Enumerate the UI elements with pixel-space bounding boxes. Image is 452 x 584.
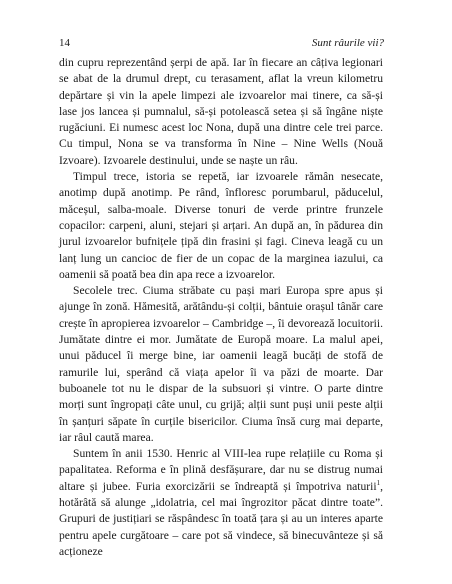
page-header [59,37,384,51]
paragraph: din cupru reprezentând șerpi de apă. Iar în fiecare an câțiva legionari se abat de la drumul drept, cu terasament, aflat la vreun kilometru depărtare și vin la apele limpezi ale izvoarelor mai tinere, ca să-și lase jos lancea și pumnalul, să-și potolească setea și să îngâne niște rugăciuni. Ei numesc acest loc Nona, după una dintre cele trei parce. Cu timpul, Nona se va transforma în Nine – Nine Wells (Nouă Izvoare). Izvoarele destinului, unde se naște un râu. [59,56,383,167]
paragraph [59,446,383,560]
running-title: Sunt râurile vii? [311,37,384,49]
body-text [59,55,383,560]
paragraph-text: Suntem în anii 1530. Henric al VIII-lea rupe relațiile cu Roma și papalitatea. Reforma e în plină desfășurare, dar nu se distrug numai altare și jubee. Furia exorcizării se îndreaptă și împotriva naturii [59,447,383,493]
page-number: 14 [59,37,70,49]
paragraph: Timpul trece, istoria se repetă, iar izvoarele rămân nesecate, anotimp după anotimp. Pe rând, înfloresc porumbarul, păducelul, măceșul, salba-moale. Diverse tonuri de verde printre frunzele copacilor: carpeni, aluni, stejari și arțari. An după an, în pădurea din jurul izvoarelor bufnițele țipă din frasini și fagi. Cineva leagă cu un lanț lung un cancioc de fier de un copac de la marginea iazului, ca oamenii să poată bea din apa rece a izvoarelor. [59,170,383,281]
footnote-reference[interactable]: 1 [376,478,381,487]
paragraph: Secolele trec. Ciuma străbate cu pași mari Europa spre apus și ajunge în zonă. Hămesită, arătându-și colții, bântuie orașul tânăr care crește în apropierea izvoarelor – Cambridge –, îi devorează locuitorii. Jumătate dintre ei mor. Jumătate de Europă moare. La malul apei, unui păducel îi merge bine, iar oamenii leagă bucăți de stofă de ramurile lui, sperând că viața apelor îi va păzi de moarte. Dar buboanele tot nu le dispar de la subsuori și vintre. O parte dintre morți sunt îngropați câte unul, cu grijă; alții sunt puși unii peste alții în șanțuri săpate în curțile bisericilor. Ciuma însă curg mai departe, iar râul caută marea. [59,284,383,444]
paragraph-text-continued: , hotărâtă să alunge „idolatria, cel mai îngrozitor păcat dintre toate”. Grupuri de justițiari se răspândesc în toată țara și au un interes aparte pentru apele curgătoare – care pot să vindece, să binecuvânteze și să acționeze [59,479,383,558]
